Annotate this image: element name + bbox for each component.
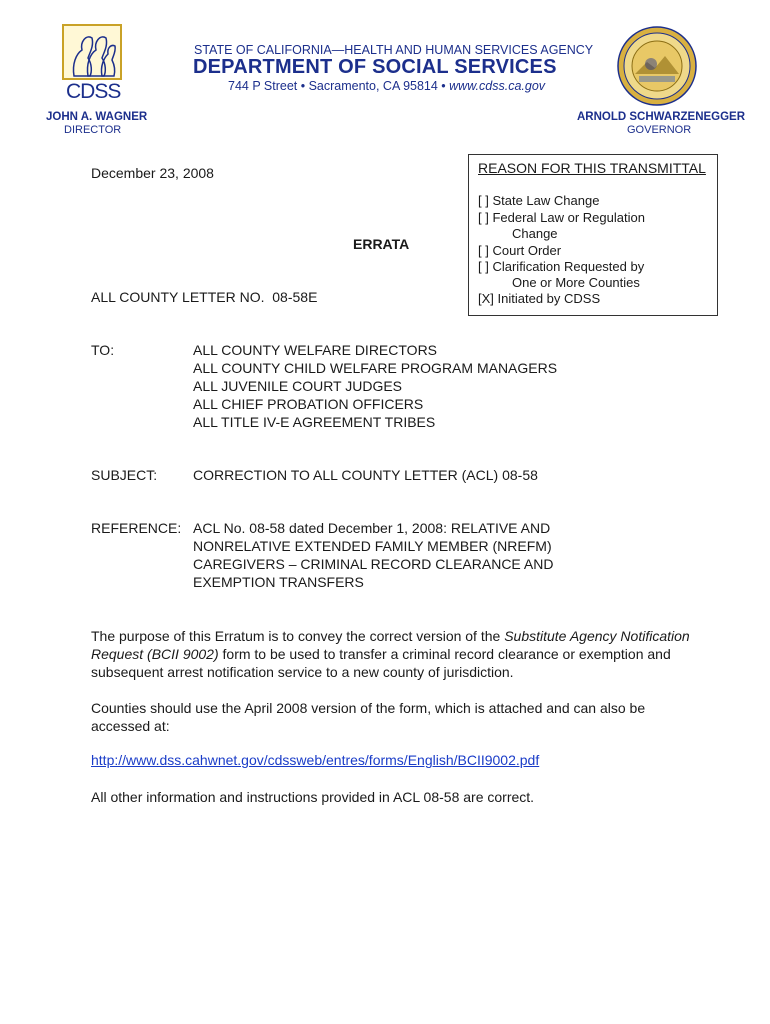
director-name: JOHN A. WAGNER	[46, 111, 148, 123]
recipient-list	[193, 341, 557, 431]
reference-line: ACL No. 08-58 dated December 1, 2008: RELATIVE AND	[193, 520, 551, 536]
checkbox-label: Court Order	[492, 243, 562, 258]
recipient: ALL JUVENILE COURT JUDGES	[193, 378, 403, 394]
reference-text	[193, 519, 613, 591]
checkbox-label-continued: One or More Counties	[512, 275, 640, 290]
logo-text: CDSS	[66, 80, 121, 103]
errata-heading: ERRATA	[353, 236, 410, 252]
form-link[interactable]: http://www.dss.cahwnet.gov/cdssweb/entres/forms/English/BCII9002.pdf	[91, 752, 540, 768]
reference-line: EXEMPTION TRANSFERS	[193, 574, 364, 590]
letter-date: December 23, 2008	[91, 165, 214, 181]
closing-paragraph: All other information and instructions provided in ACL 08-58 are correct.	[91, 789, 535, 805]
instructions-paragraph: Counties should use the April 2008 version of the form, which is attached and can also be accessed at:	[91, 700, 646, 734]
subject-text: CORRECTION TO ALL COUNTY LETTER (ACL) 08-58	[193, 467, 538, 483]
department-name: DEPARTMENT OF SOCIAL SERVICES	[193, 56, 557, 78]
street-address: 744 P Street • Sacramento, CA 95814 •	[228, 79, 450, 93]
transmittal-item	[478, 243, 561, 259]
checkbox-label: Clarification Requested by	[492, 259, 645, 274]
transmittal-item	[478, 193, 599, 209]
purpose-text-end: form to be used to transfer a criminal record clearance or exemption and subsequent arrest notification service to a new county of jurisdiction.	[91, 646, 671, 680]
recipient: ALL COUNTY WELFARE DIRECTORS	[193, 342, 438, 358]
governor-name: ARNOLD SCHWARZENEGGER	[577, 111, 746, 123]
checkbox-label: Federal Law or Regulation	[492, 210, 645, 225]
purpose-paragraph	[91, 627, 691, 681]
checkbox-mark: [ ]	[478, 243, 489, 258]
transmittal-item	[478, 210, 645, 242]
purpose-text-start: The purpose of this Erratum is to convey the correct version of the	[91, 628, 505, 644]
director-title: DIRECTOR	[64, 124, 122, 136]
transmittal-heading: REASON FOR THIS TRANSMITTAL	[478, 160, 706, 176]
acl-number: ALL COUNTY LETTER NO. 08-58E	[91, 289, 318, 305]
checkbox-label-continued: Change	[512, 226, 558, 241]
checkbox-mark: [ ]	[478, 259, 489, 274]
checkbox-mark: [ ]	[478, 193, 489, 208]
transmittal-item	[478, 259, 644, 291]
address-line	[228, 79, 545, 93]
state-seal-icon	[617, 26, 697, 106]
transmittal-item	[478, 291, 600, 307]
form-name: Substitute Agency Notification Request (BCII 9002)	[91, 628, 690, 662]
checkbox-label: State Law Change	[492, 193, 600, 208]
agency-line: STATE OF CALIFORNIA—HEALTH AND HUMAN SERVICES AGENCY	[194, 43, 594, 57]
website: www.cdss.ca.gov	[449, 79, 546, 93]
reference-line: NONRELATIVE EXTENDED FAMILY MEMBER (NREFM)	[193, 538, 552, 554]
to-label: TO:	[91, 342, 115, 358]
subject-label: SUBJECT:	[91, 467, 158, 483]
checkbox-label: Initiated by CDSS	[497, 291, 601, 306]
recipient: ALL COUNTY CHILD WELFARE PROGRAM MANAGERS	[193, 360, 558, 376]
governor-title: GOVERNOR	[627, 124, 692, 136]
reference-line: CAREGIVERS – CRIMINAL RECORD CLEARANCE AND	[193, 556, 554, 572]
checkbox-mark: [ ]	[478, 210, 489, 225]
recipient: ALL TITLE IV-E AGREEMENT TRIBES	[193, 414, 436, 430]
recipient: ALL CHIEF PROBATION OFFICERS	[193, 396, 424, 412]
checkbox-mark: [X]	[478, 291, 494, 306]
reference-label: REFERENCE:	[91, 520, 182, 536]
